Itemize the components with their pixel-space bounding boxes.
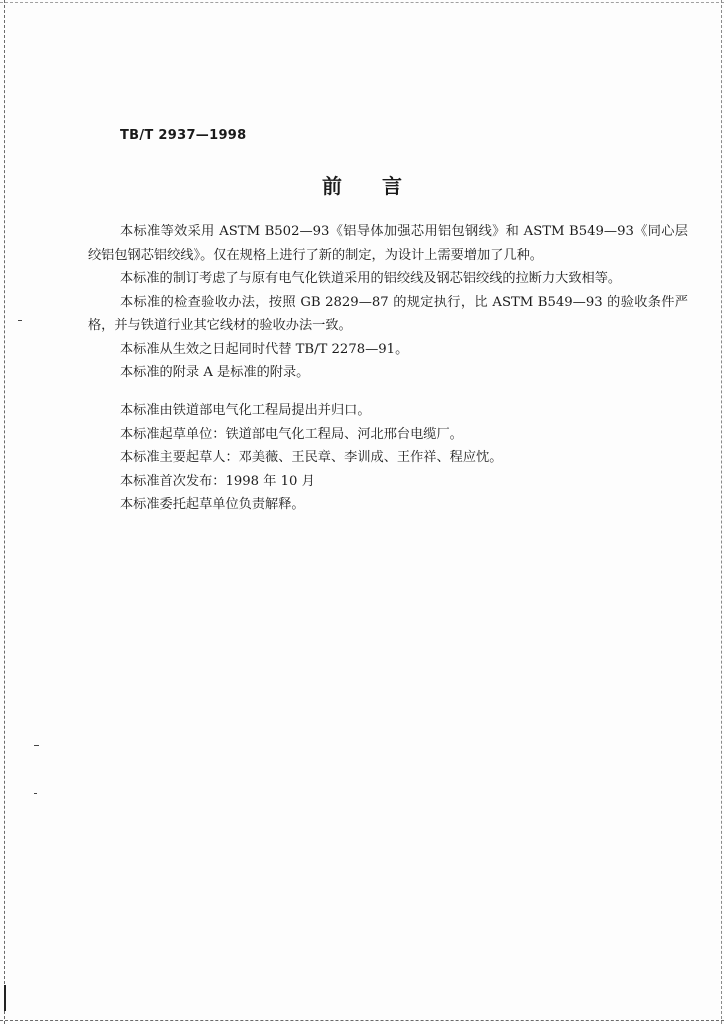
paragraph: 本标准等效采用 ASTM B502—93《铝导体加强芯用铝包钢线》和 ASTM B549—93《同心层绞铝包钢芯铝绞线》。仅在规格上进行了新的制定，为设计上需要增加了几种。 [88, 224, 688, 263]
title-char: 前 [322, 174, 342, 198]
scan-speck [34, 793, 37, 794]
scan-speck [4, 985, 6, 1011]
scan-border-bottom [0, 1020, 724, 1021]
paragraph: 本标准的制订考虑了与原有电气化铁道采用的铝绞线及钢芯铝绞线的拉断力大致相等。 [120, 271, 622, 286]
standard-number: TB/T 2937—1998 [120, 128, 247, 143]
scan-border-top [0, 2, 724, 3]
credit-line: 本标准由铁道部电气化工程局提出并归口。 [120, 403, 371, 418]
paragraph: 本标准的附录 A 是标准的附录。 [120, 365, 310, 380]
credits-block [88, 399, 688, 517]
scan-border-left [4, 0, 5, 1024]
credit-line: 本标准首次发布：1998 年 10 月 [120, 473, 315, 489]
scan-speck [34, 745, 39, 746]
credit-line: 本标准委托起草单位负责解释。 [120, 497, 305, 512]
paragraph: 本标准的检查验收办法，按照 GB 2829—87 的规定执行，比 ASTM B549—93 的验收条件严格，并与铁道行业其它线材的验收办法一致。 [88, 294, 688, 333]
credit-line: 本标准起草单位：铁道部电气化工程局、河北邢台电缆厂。 [120, 426, 463, 442]
credit-line: 本标准主要起草人：邓美薇、王民章、李训成、王作祥、程应忱。 [120, 450, 503, 465]
page-title [0, 170, 724, 199]
scan-border-right [721, 0, 722, 1024]
paragraph: 本标准从生效之日起同时代替 TB/T 2278—91。 [120, 341, 409, 357]
title-char: 言 [382, 174, 402, 198]
foreword-body [88, 220, 688, 385]
scan-speck [18, 320, 22, 321]
